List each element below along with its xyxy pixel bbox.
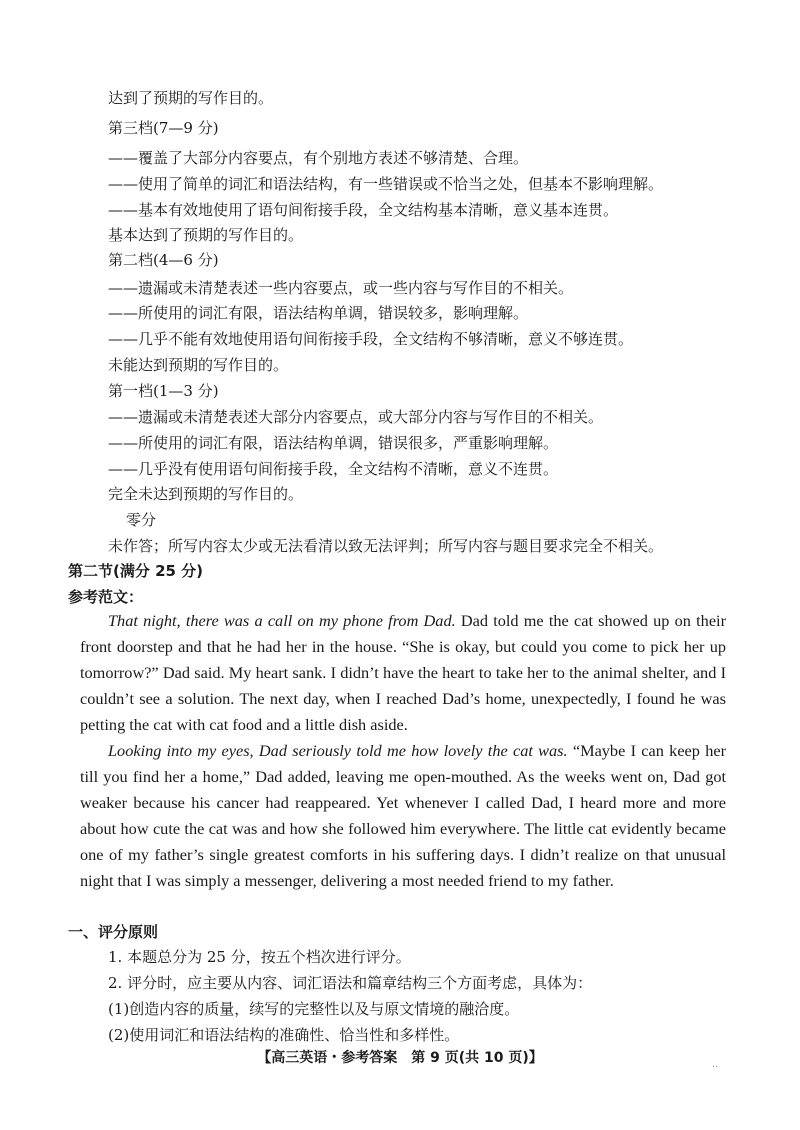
grade1-summary: 完全未达到预期的写作目的。 — [108, 485, 304, 503]
rubric-line: 达到了预期的写作目的。 — [108, 89, 274, 107]
essay-paragraph-2 — [80, 738, 726, 894]
grade2-item: ——所使用的词汇有限，语法结构单调，错误较多，影响理解。 — [108, 304, 529, 322]
zero-title: 零分 — [126, 511, 157, 529]
section2-title: 第二节(满分 25 分) — [68, 562, 204, 580]
sample-essay — [80, 608, 726, 894]
principle-item: 1. 本题总分为 25 分，按五个档次进行评分。 — [108, 948, 411, 966]
sample-essay-label: 参考范文： — [68, 588, 144, 606]
principle-item: (2)使用词汇和语法结构的准确性、恰当性和多样性。 — [108, 1026, 460, 1044]
grade2-title: 第二档(4—6 分) — [108, 251, 219, 269]
grade1-item: ——所使用的词汇有限，语法结构单调，错误很多，严重影响理解。 — [108, 434, 559, 452]
grade3-item: ——覆盖了大部分内容要点，有个别地方表述不够清楚、合理。 — [108, 149, 529, 167]
essay-paragraph-1-opening: That night, there was a call on my phone from Dad. — [108, 611, 456, 630]
grade1-item: ——遗漏或未清楚表述大部分内容要点，或大部分内容与写作目的不相关。 — [108, 408, 604, 426]
grade2-item: ——几乎不能有效地使用语句间衔接手段，全文结构不够清晰，意义不够连贯。 — [108, 330, 634, 348]
grade3-item: ——基本有效地使用了语句间衔接手段，全文结构基本清晰，意义基本连贯。 — [108, 201, 619, 219]
grade3-title: 第三档(7—9 分) — [108, 119, 219, 137]
grade1-item: ——几乎没有使用语句间衔接手段，全文结构不清晰，意义不连贯。 — [108, 460, 559, 478]
grade3-summary: 基本达到了预期的写作目的。 — [108, 226, 304, 244]
essay-paragraph-1 — [80, 608, 726, 738]
principles-title: 一、评分原则 — [68, 923, 159, 941]
essay-paragraph-2-opening: Looking into my eyes, Dad seriously told me how lovely the cat was. — [108, 741, 568, 760]
principle-item: 2. 评分时，应主要从内容、词汇语法和篇章结构三个方面考虑，具体为： — [108, 974, 593, 992]
essay-paragraph-2-body: “Maybe I can keep her till you find her a home,” Dad added, leaving me open-mouthed. As the weeks went on, Dad got weaker because his cancer had reappeared. Yet whenever I called Dad, I heard more and more about how cute the cat was and how she followed him everywhere. The little cat evidently became one of my father’s single greatest comforts in his suffering days. I didn’t realize on that unusual night that I was simply a messenger, delivering a most needed friend to my father. — [80, 741, 726, 890]
principle-item: (1)创造内容的质量，续写的完整性以及与原文情境的融洽度。 — [108, 1000, 520, 1018]
page-footer: 【高三英语・参考答案 第 9 页(共 10 页)】 — [257, 1050, 543, 1066]
zero-description: 未作答；所写内容太少或无法看清以致无法评判；所写内容与题目要求完全不相关。 — [108, 537, 664, 555]
grade1-title: 第一档(1—3 分) — [108, 382, 219, 400]
corner-mark: ·· — [712, 1062, 719, 1073]
grade3-item: ——使用了简单的词汇和语法结构，有一些错误或不恰当之处，但基本不影响理解。 — [108, 175, 664, 193]
grade2-item: ——遗漏或未清楚表述一些内容要点，或一些内容与写作目的不相关。 — [108, 279, 574, 297]
essay-paragraph-1-body: Dad told me the cat showed up on their front doorstep and that he had her in the house. “She is okay, but could you come to pick her up tomorrow?” Dad said. My heart sank. I didn’t have the heart to take her to the animal shelter, and I couldn’t see a solution. The next day, when I reached Dad’s home, unexpectedly, I found he was petting the cat with cat food and a little dish aside. — [80, 611, 726, 734]
grade2-summary: 未能达到预期的写作目的。 — [108, 356, 289, 374]
